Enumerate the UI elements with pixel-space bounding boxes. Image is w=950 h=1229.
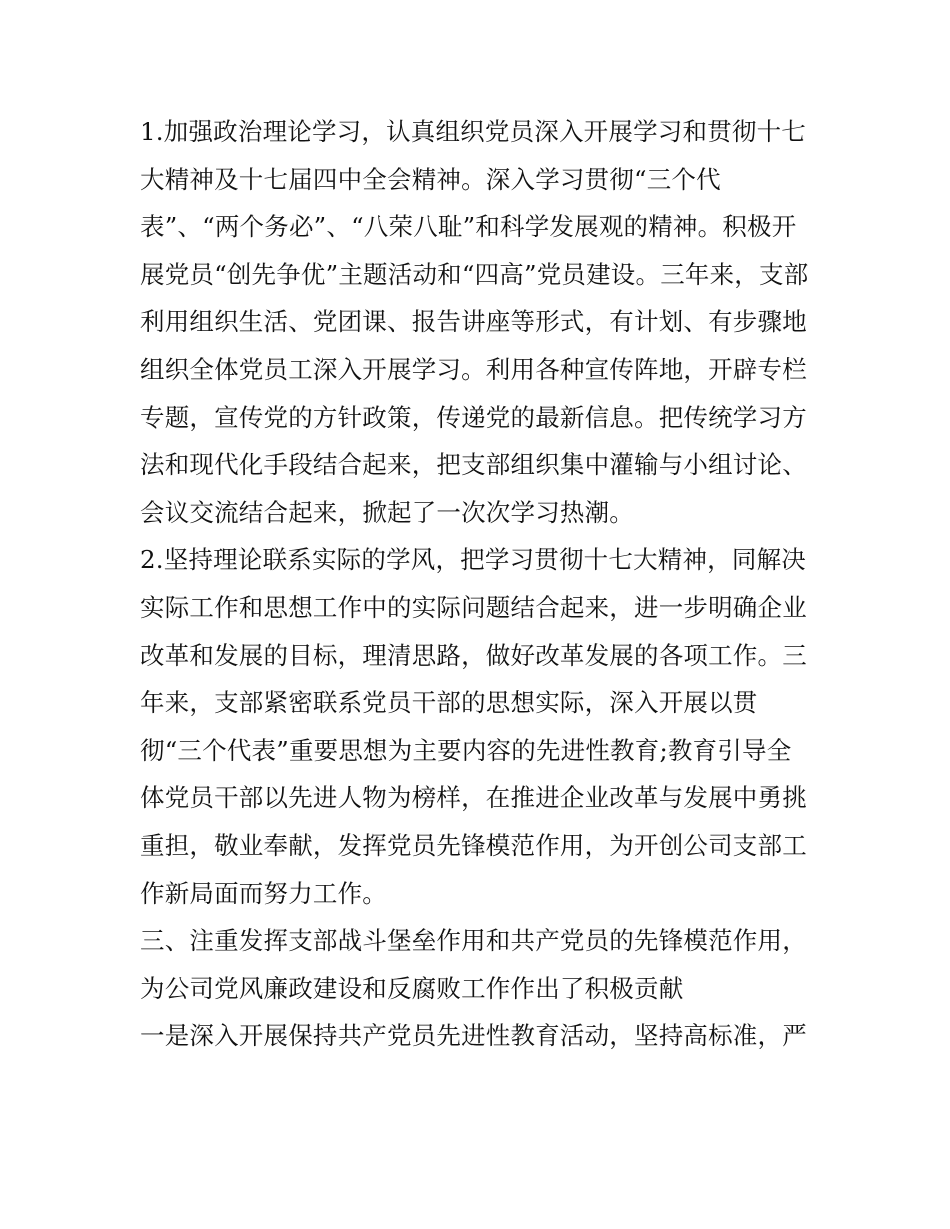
text-line: 1.加强政治理论学习，认真组织党员深入开展学习和贯彻十七 — [140, 117, 806, 146]
text-line: 表”、“两个务必”、“八荣八耻”和科学发展观的精神。积极开 — [140, 212, 797, 242]
text-line: 一是深入开展保持共产党员先进性教育活动，坚持高标准，严 — [140, 1021, 807, 1051]
text-line: 专题，宣传党的方针政策，传递党的最新信息。把传统学习方 — [140, 402, 807, 432]
text-line: 重担，敬业奉献，发挥党员先锋模范作用，为开创公司支部工 — [140, 830, 807, 860]
text-line: 改革和发展的目标，理清思路，做好改革发展的各项工作。三 — [140, 640, 807, 670]
text-line: 实际工作和思想工作中的实际问题结合起来，进一步明确企业 — [140, 592, 807, 622]
document-body — [140, 108, 820, 1060]
text-line: 大精神及十七届四中全会精神。深入学习贯彻“三个代 — [140, 164, 721, 194]
text-line: 会议交流结合起来，掀起了一次次学习热潮。 — [140, 497, 634, 527]
text-line: 年来，支部紧密联系党员干部的思想实际，深入开展以贯 — [140, 688, 758, 718]
text-line: 组织全体党员工深入开展学习。利用各种宣传阵地，开辟专栏 — [140, 354, 807, 384]
section-heading-line: 三、注重发挥支部战斗堡垒作用和共产党员的先锋模范作用， — [140, 926, 807, 956]
text-line: 彻“三个代表”重要思想为主要内容的先进性教育;教育引导全 — [140, 735, 792, 765]
text-line: 体党员干部以先进人物为榜样，在推进企业改革与发展中勇挑 — [140, 783, 807, 813]
text-line: 利用组织生活、党团课、报告讲座等形式，有计划、有步骤地 — [140, 307, 807, 337]
section-heading-line: 为公司党风廉政建设和反腐败工作作出了积极贡献 — [140, 973, 684, 1003]
text-line: 2.坚持理论联系实际的学风，把学习贯彻十七大精神，同解决 — [140, 545, 806, 575]
text-line: 展党员“创先争优”主题活动和“四高”党员建设。三年来，支部 — [140, 259, 809, 289]
text-line: 作新局面而努力工作。 — [140, 878, 387, 908]
text-line: 法和现代化手段结合起来，把支部组织集中灌输与小组讨论、 — [140, 450, 807, 480]
